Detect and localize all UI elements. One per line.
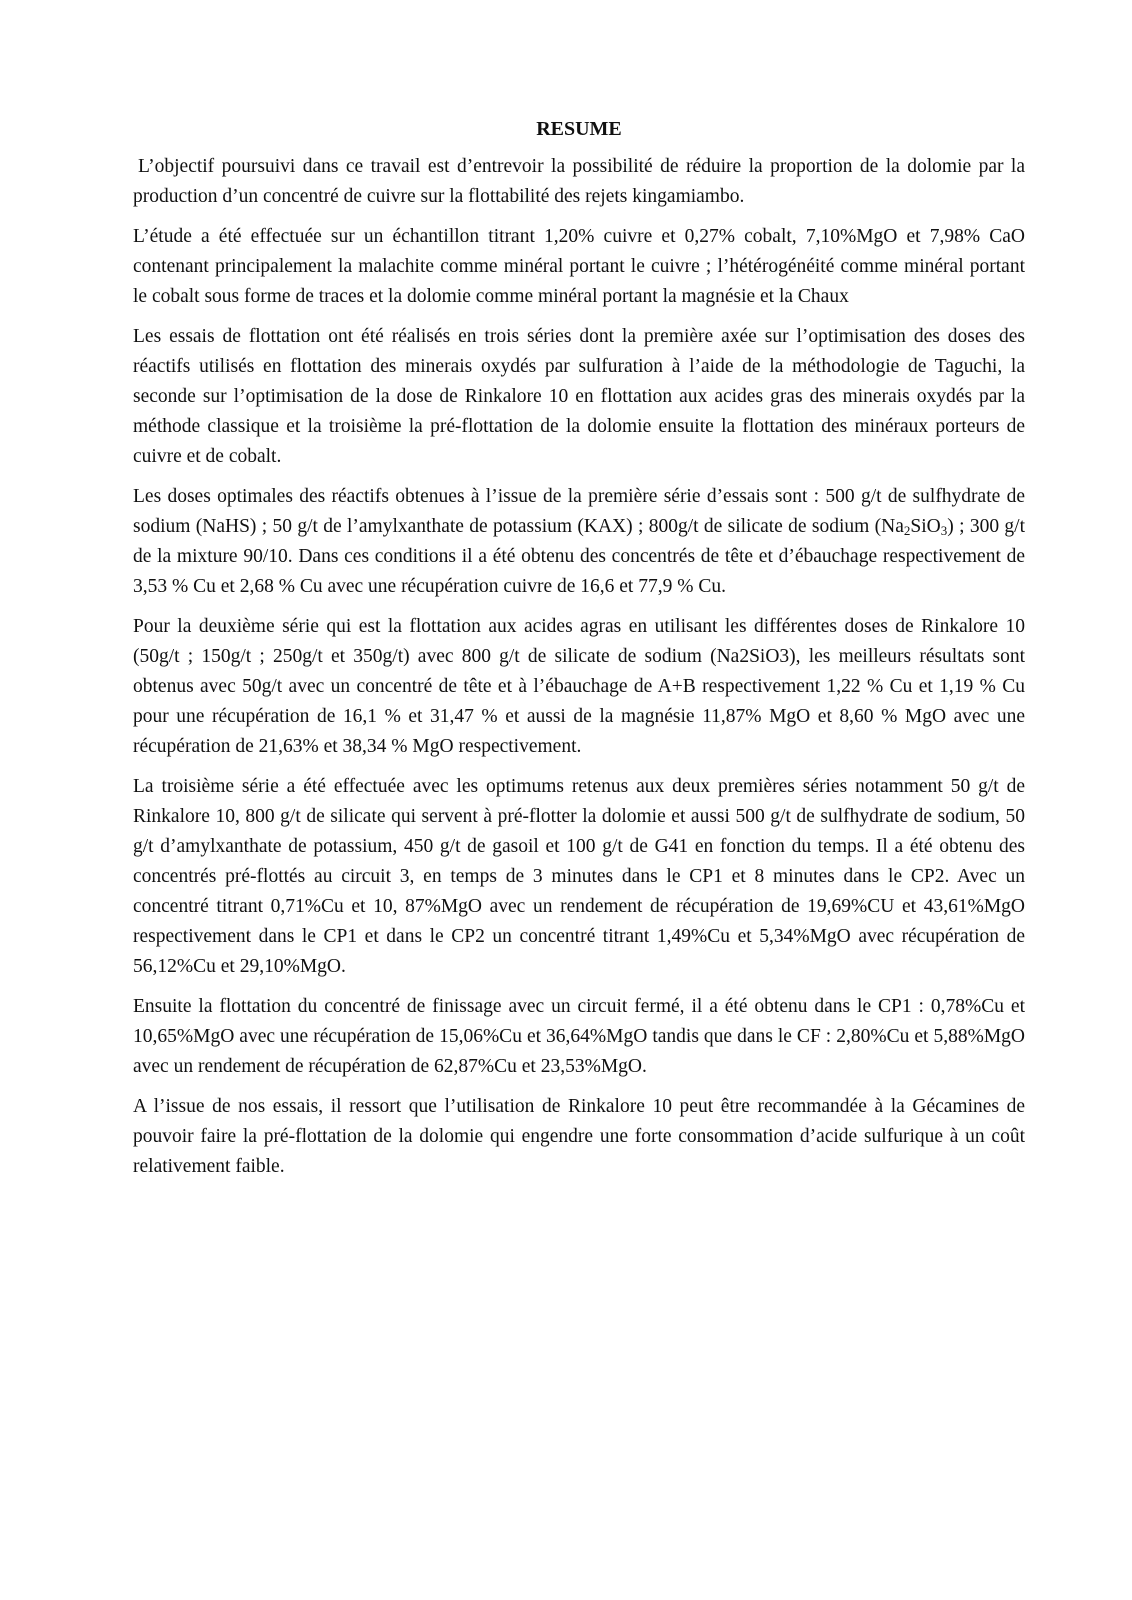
- paragraph-test-series: Les essais de flottation ont été réalisés en trois séries dont la première axée sur l’optimisation des doses des réactifs utilisés en flottation des minerais oxydés par sulfuration à l’aide de la méthodologie de Taguchi, la seconde sur l’optimisation de la dose de Rinkalore 10 en flottation aux acides gras des minerais oxydés par la méthode classique et la troisième la pré-flottation de la dolomie ensuite la flottation des minéraux porteurs de cuivre et de cobalt.: [133, 326, 1025, 467]
- paragraph-first-series-text-a: Les doses optimales des réactifs obtenues à l’issue de la première série d’essais sont : 500 g/t de sulfhydrate de sodium (NaHS) ; 50 g/t de l’amylxanthate de potassium (KAX) ; 800g/t de silicate de sodium (Na: [133, 486, 1025, 537]
- paragraph-first-series-text-c: ) ; 300 g/t de la mixture 90/10. Dans ces conditions il a été obtenu des concentrés de tête et d’ébauchage respectivement de 3,53 % Cu et 2,68 % Cu avec une récupération cuivre de 16,6 et 77,9 % Cu.: [133, 516, 1026, 597]
- subscript-3: 3: [940, 523, 948, 538]
- paragraph-first-series: [133, 482, 1025, 602]
- paragraph-second-series: Pour la deuxième série qui est la flottation aux acides agras en utilisant les différentes doses de Rinkalore 10 (50g/t ; 150g/t ; 250g/t et 350g/t) avec 800 g/t de silicate de sodium (Na2SiO3), les meilleurs résultats sont obtenus avec 50g/t avec un concentré de tête et à l’ébauchage de A+B respectivement 1,22 % Cu et 1,19 % Cu pour une récupération de 16,1 % et 31,47 % et aussi de la magnésie 11,87% MgO et 8,60 % MgO avec une récupération de 21,63% et 38,34 % MgO respectivement.: [133, 616, 1025, 757]
- paragraph-finishing: Ensuite la flottation du concentré de finissage avec un circuit fermé, il a été obtenu dans le CP1 : 0,78%Cu et 10,65%MgO avec une récupération de 15,06%Cu et 36,64%MgO tandis que dans le CF : 2,80%Cu et 5,88%MgO avec un rendement de récupération de 62,87%Cu et 23,53%MgO.: [133, 996, 1025, 1077]
- paragraph-third-series: La troisième série a été effectuée avec les optimums retenus aux deux premières séries notamment 50 g/t de Rinkalore 10, 800 g/t de silicate qui servent à pré-flotter la dolomie et aussi 500 g/t de sulfhydrate de sodium, 50 g/t d’amylxanthate de potassium, 450 g/t de gasoil et 100 g/t de G41 en fonction du temps. Il a été obtenu des concentrés pré-flottés au circuit 3, en temps de 3 minutes dans le CP1 et 8 minutes dans le CP2. Avec un concentré titrant 0,71%Cu et 10, 87%MgO avec un rendement de récupération de 19,69%CU et 43,61%MgO respectivement dans le CP1 et dans le CP2 un concentré titrant 1,49%Cu et 5,34%MgO avec récupération de 56,12%Cu et 29,10%MgO.: [133, 776, 1025, 977]
- page-title: RESUME: [536, 118, 622, 140]
- paragraph-conclusion: A l’issue de nos essais, il ressort que l’utilisation de Rinkalore 10 peut être recommandée à la Gécamines de pouvoir faire la pré-flottation de la dolomie qui engendre une forte consommation d’acide sulfurique à un coût relativement faible.: [133, 1096, 1025, 1177]
- paragraph-first-series-text-b: SiO: [910, 516, 941, 537]
- paragraph-objective: L’objectif poursuivi dans ce travail est d’entrevoir la possibilité de réduire la proportion de la dolomie par la production d’un concentré de cuivre sur la flottabilité des rejets kingamiambo.: [133, 156, 1025, 207]
- subscript-2: 2: [903, 523, 911, 538]
- paragraph-sample: L’étude a été effectuée sur un échantillon titrant 1,20% cuivre et 0,27% cobalt, 7,10%MgO et 7,98% CaO contenant principalement la malachite comme minéral portant le cuivre ; l’hétérogénéité comme minéral portant le cobalt sous forme de traces et la dolomie comme minéral portant la magnésie et la Chaux: [133, 226, 1025, 307]
- document-page: [133, 116, 1025, 1192]
